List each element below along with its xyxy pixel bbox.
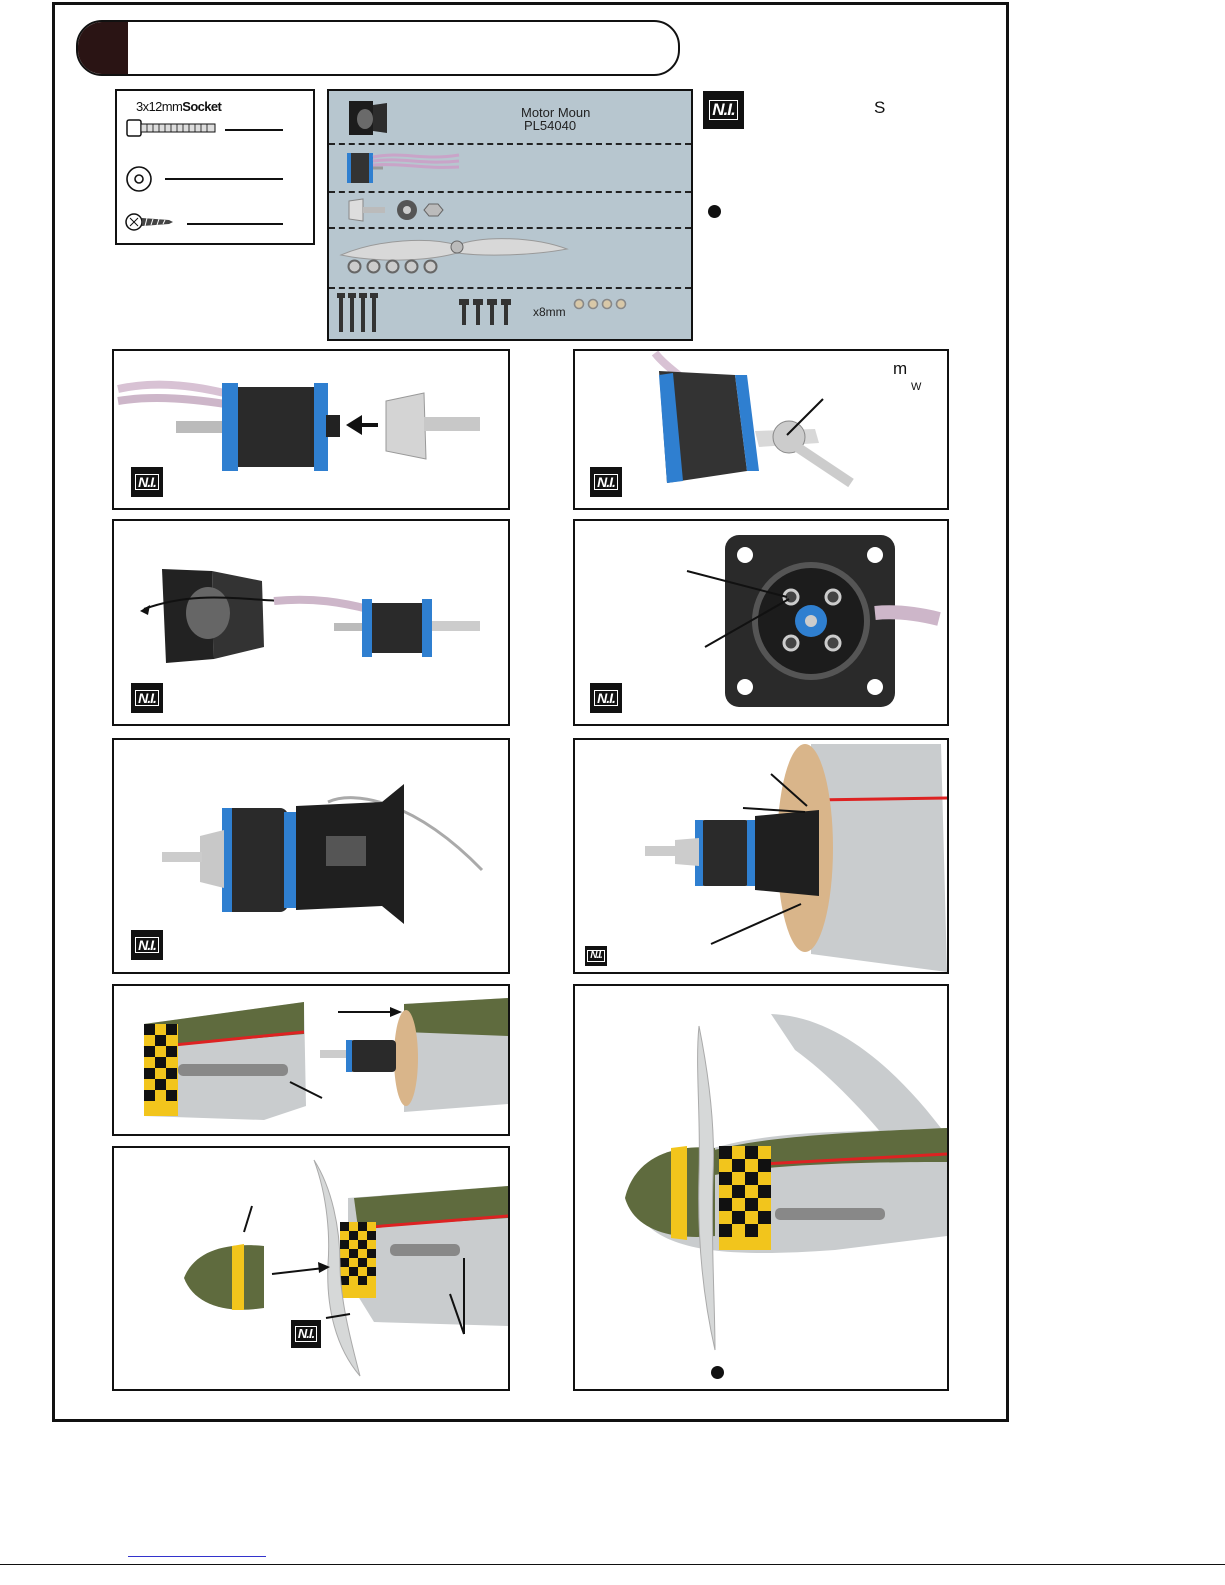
washer-icon [615, 298, 627, 310]
bullet-dot [708, 205, 721, 218]
step-photo-3 [112, 519, 510, 726]
washer-icon [601, 298, 613, 310]
checker-band [719, 1146, 771, 1250]
mount-on-firewall-photo [575, 740, 947, 972]
washer-icon [366, 259, 381, 274]
screw-size-label: 3x12mmSocket [136, 99, 222, 114]
wood-screw-count-line [187, 223, 283, 225]
step-photo-7 [112, 984, 510, 1136]
footer-link-underline[interactable] [128, 1556, 266, 1557]
screw-count-line [225, 129, 283, 131]
washer-icon [125, 165, 153, 193]
note-fragment: S [874, 98, 886, 117]
checker-band [340, 1222, 376, 1298]
long-bolts-icon [335, 291, 383, 335]
motor-shaft-insert-photo [114, 351, 508, 508]
step-photo-1 [112, 349, 510, 510]
motor-with-adapter-photo [575, 351, 947, 508]
prop-adapter-icon [343, 195, 463, 225]
bolt-washers [573, 298, 627, 310]
motor-icon [343, 147, 463, 187]
hardware-box [115, 89, 315, 245]
ni-badge: N.I. [291, 1320, 321, 1348]
divider [329, 143, 691, 145]
footer-rule [0, 1564, 1225, 1565]
section-title-tab [78, 22, 128, 74]
motor-mount-code: PL54040 [524, 118, 577, 133]
prop-washers [347, 259, 438, 274]
completed-nose-photo [575, 986, 947, 1389]
step-photo-4 [573, 519, 949, 726]
parts-panel [327, 89, 693, 341]
motor-mount-label: Motor Moun [521, 105, 591, 120]
wire-through-mount-photo [114, 521, 508, 724]
step-photo-5 [112, 738, 510, 974]
spinner-installation-photo [114, 1148, 508, 1389]
label-w: W [911, 381, 922, 393]
ni-badge: N.I. [131, 467, 163, 497]
bolt-size-label: x8mm [533, 305, 566, 319]
cowl-installation-photo [114, 986, 508, 1134]
washer-icon [385, 259, 400, 274]
washer-icon [573, 298, 585, 310]
washer-count-line [165, 178, 283, 180]
ni-badge: N.I. [703, 91, 744, 129]
section-title-bar [76, 20, 680, 76]
step-photo-9 [573, 984, 949, 1391]
wood-screw-icon [125, 211, 175, 233]
checker-band [144, 1024, 178, 1116]
ni-badge: N.I. [590, 683, 622, 713]
ni-badge: N.I. [131, 930, 163, 960]
motor-mount-icon [343, 97, 391, 139]
divider [329, 191, 691, 193]
label-m: m [893, 359, 908, 378]
motor-in-mount-photo [114, 740, 508, 972]
washer-icon [587, 298, 599, 310]
socket-screw-icon [125, 117, 217, 139]
divider [329, 287, 691, 289]
washer-icon [404, 259, 419, 274]
step-photo-2 [573, 349, 949, 510]
short-bolts-icon [457, 297, 515, 327]
ni-badge: N.I. [131, 683, 163, 713]
mount-back-bolts-photo [575, 521, 947, 724]
step-photo-8 [112, 1146, 510, 1391]
bullet-dot [711, 1366, 724, 1379]
washer-icon [423, 259, 438, 274]
step-photo-6 [573, 738, 949, 974]
washer-icon [347, 259, 362, 274]
ni-badge: N.I. [585, 946, 607, 966]
ni-badge: N.I. [590, 467, 622, 497]
